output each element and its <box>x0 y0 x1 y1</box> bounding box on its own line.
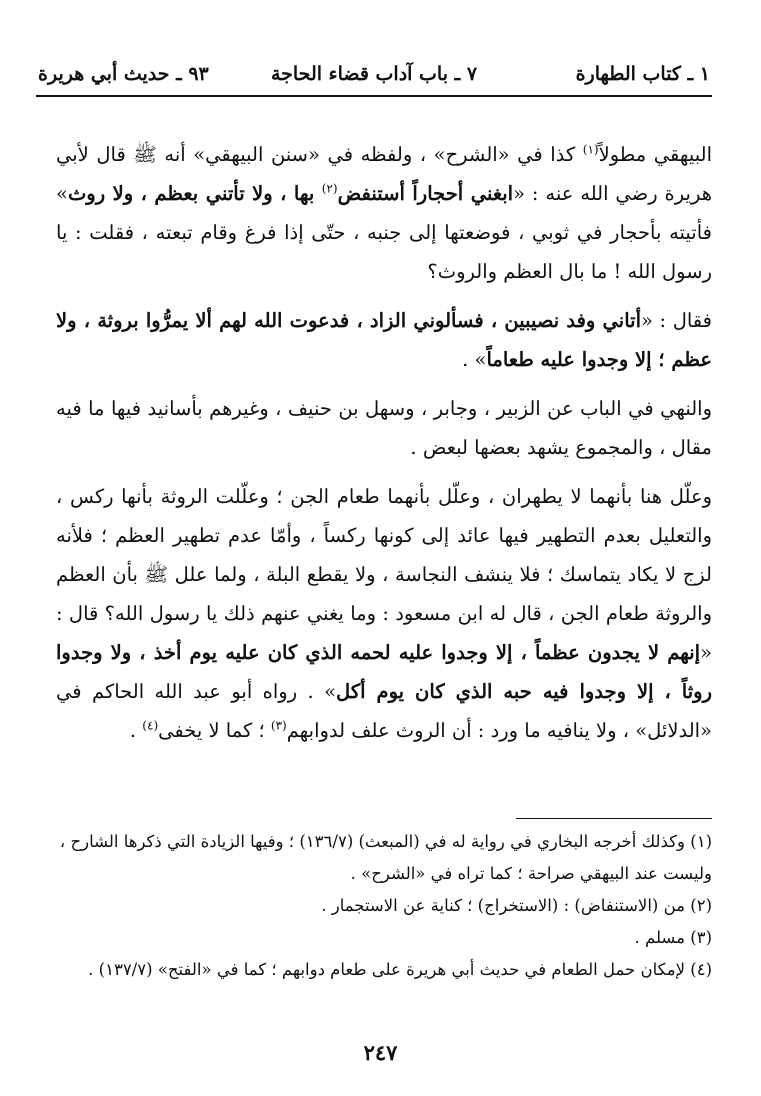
footnote-2: (٢) من (الاستنفاض) : (الاستخراج) ؛ كناية عن الاستجمار . <box>321 896 712 915</box>
footnote-3: (٣) مسلم . <box>634 928 712 947</box>
footnote-divider <box>516 818 712 819</box>
hadith-quote-text: بها ، ولا تأتني بعظم ، ولا روث <box>67 182 322 205</box>
text-run: . <box>129 719 143 742</box>
text-run: والنهي في الباب عن الزبير ، وجابر ، وسهل بن حنيف ، وغيرهم بأسانيد فيها ما فيه مقال ، والمجموع يشهد بعضها لبعض . <box>56 397 712 459</box>
text-run: ؛ كما لا يخفى <box>158 719 271 742</box>
footnote-marker: (٢) <box>321 181 338 196</box>
text-run: » . <box>462 348 487 371</box>
page-number: ٢٤٧ <box>363 1040 398 1065</box>
text-run: فقال : « <box>641 309 712 332</box>
header-divider <box>36 95 712 97</box>
text-run: » فأتيته بأحجار في ثوبي ، فوضعتها إلى جنبه ، حتّى إذا فرغ وقام تبعته ، فقلت : يا رسول الله ! ما بال العظم والروث؟ <box>56 182 712 283</box>
header-hadith-title: ٩٣ ـ حديث أبي هريرة <box>38 63 209 85</box>
footnote-marker: (٣) <box>270 718 287 733</box>
footnote-marker: (١) <box>582 142 599 157</box>
hadith-quote-text: أتاني وفد نصيبين ، فسألوني الزاد ، فدعوت الله لهم ألا يمرُّوا بروثة ، ولا عظم ؛ إلا وجدوا عليه طعاماً <box>56 309 712 371</box>
paragraph <box>56 135 712 291</box>
text-run: وعلّل هنا بأنهما لا يطهران ، وعلّل بأنهما طعام الجن ؛ وعلّلت الروثة بأنها ركس ، والتعليل بعدم التطهير فيها عائد إلى كونها ركساً ، وأمّا عدم تطهير العظم ؛ فلأنه لزج لا يكاد يتماسك ؛ فلا ينشف النجاسة ، ولا يقطع البلة ، ولما علل ﷺ بأن العظم والروثة طعام الجن ، قال له ابن مسعود : وما يغني عنهم ذلك يا رسول الله؟ قال : « <box>56 485 712 664</box>
paragraph <box>56 477 712 750</box>
footnotes <box>46 826 712 986</box>
paragraph <box>56 301 712 379</box>
header-chapter-title: ٧ ـ باب آداب قضاء الحاجة <box>270 63 478 85</box>
text-run: كذا في «الشرح» ، ولفظه في «سنن البيهقي» أنه ﷺ قال لأبي هريرة رضي الله عنه : « <box>56 143 712 205</box>
hadith-quote-text: ابغني أحجاراً أستنفض <box>337 182 514 205</box>
header-book-title: ١ ـ كتاب الطهارة <box>575 63 710 85</box>
running-header <box>38 57 710 91</box>
footnote-4: (٤) لإمكان حمل الطعام في حديث أبي هريرة على طعام دوابهم ؛ كما في «الفتح» (١٣٧/٧) . <box>88 960 712 979</box>
text-run: » . رواه أبو عبد الله الحاكم في «الدلائل» ، ولا ينافيه ما ورد : أن الروث علف لدوابهم <box>56 680 712 742</box>
paragraph <box>56 389 712 467</box>
main-text <box>56 135 712 760</box>
text-run: البيهقي مطولاً <box>598 143 712 166</box>
footnote-1: (١) وكذلك أخرجه البخاري في رواية له في (المبعث) (١٣٦/٧) ؛ وفيها الزيادة التي ذكرها الشارح ، وليست عند البيهقي صراحة ؛ كما تراه في «الشرح» . <box>59 832 712 883</box>
hadith-quote-text: إنهم لا يجدون عظماً ، إلا وجدوا عليه لحمه الذي كان عليه يوم أخذ ، ولا وجدوا روثاً ، إلا وجدوا فيه حبه الذي كان يوم أكل <box>56 641 712 703</box>
footnote-marker: (٤) <box>142 718 159 733</box>
